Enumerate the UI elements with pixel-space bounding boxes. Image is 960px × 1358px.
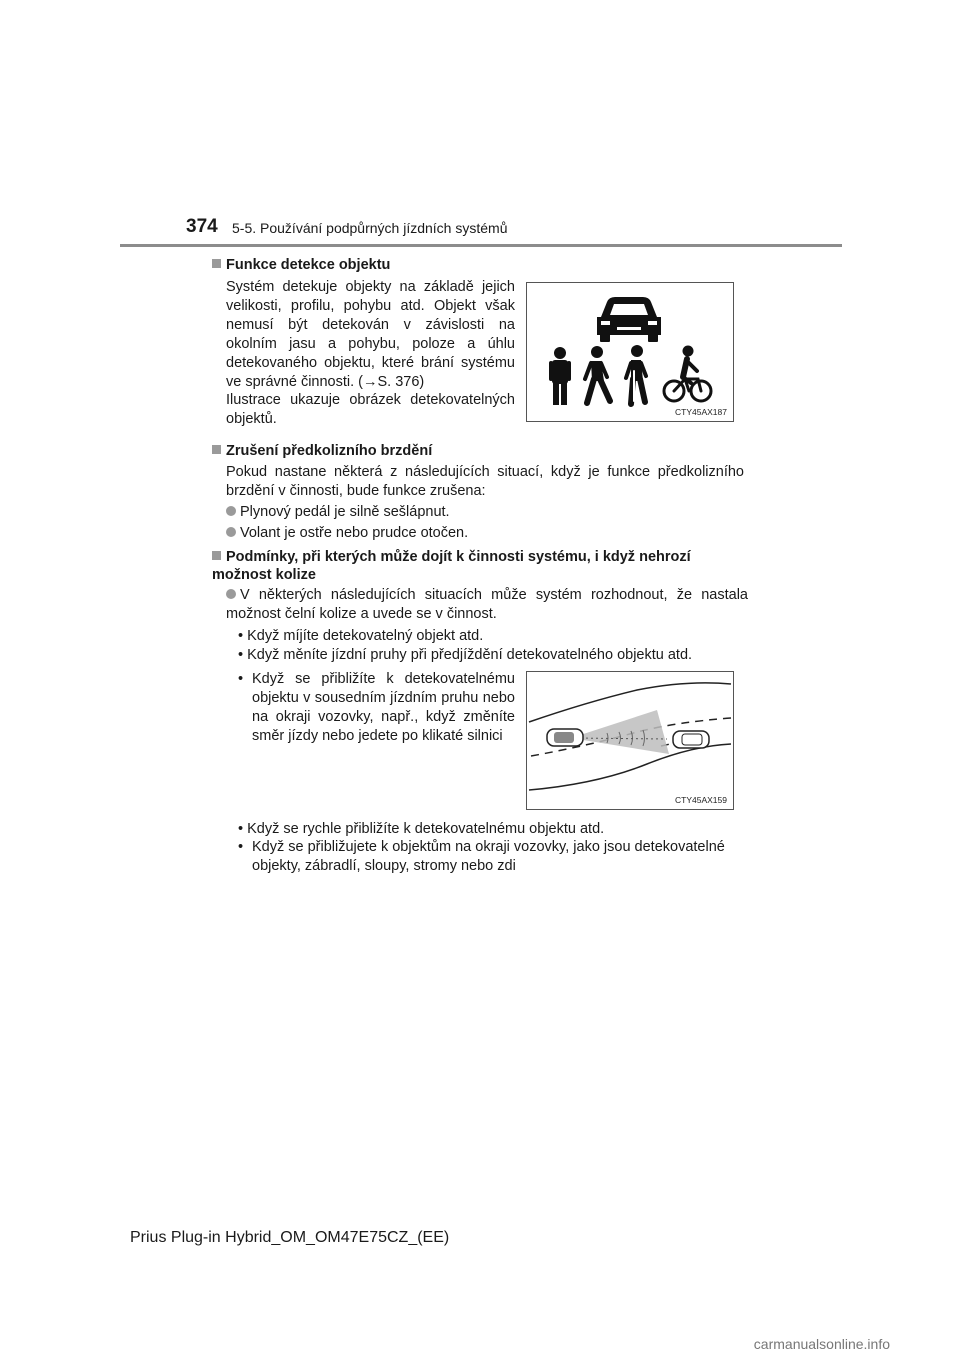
chapter-title: 5-5. Používání podpůrných jízdních systémů [232,220,508,236]
curved-road-illustration [527,672,733,809]
riding-cyclist-icon [664,346,711,402]
curve-road-figure [526,671,734,810]
own-car-icon [547,729,583,746]
header-rule [120,244,842,247]
pushing-cyclist-icon [626,345,646,404]
section-heading-cancel-braking: Zrušení předkolizního brzdění [212,442,432,460]
walking-pedestrian-icon [585,346,610,403]
section-heading-object-detection: Funkce detekce objektu [212,256,390,274]
figure-code: CTY45AX159 [675,795,727,805]
round-bullet-icon [226,506,236,516]
car-icon [597,297,661,342]
list-item: Volant je ostře nebo prudce otočen. [226,524,468,543]
sub-list-item: • Když se rychle přibližíte k detekovatelnému objektu atd. [238,821,605,837]
list-item: Plynový pedál je silně sešlápnut. [226,503,450,522]
sub-list-item: • Když se přibližujete k objektům na okraji vozovky, jako jsou detekovatelné objekty, zábradlí, sloupy, stromy nebo zdi [238,839,725,874]
sub-list-item: • Když míjíte detekovatelný objekt atd. [238,628,484,644]
list-item: V některých následujících situacích může systém rozhodnout, že nastala možnost čelní kolize a uvede se v činnost. [226,587,748,622]
radar-beam-shape [571,710,669,754]
round-bullet-icon [226,527,236,537]
standing-pedestrian-icon [549,347,571,405]
cancel-braking-text: Pokud nastane některá z následujících situací, když je funkce předkolizního brzdění v činnosti, bude funkce zrušena: [226,464,744,499]
illustration-note: Ilustrace ukazuje obrázek detekovatelných objektů. [226,392,515,427]
square-bullet-icon [212,445,221,454]
square-bullet-icon [212,259,221,268]
sub-list-item: • Když se přibližíte k detekovatelnému objektu v sousedním jízdním pruhu nebo na okraji vozovky, např., když změníte směr jízdy nebo jedete po klikaté silnici [238,671,515,744]
site-watermark: carmanualsonline.info [753,1336,890,1352]
object-detection-text: Systém detekuje objekty na základě jejich velikosti, profilu, pohybu atd. Objekt však nemusí být detekován v závislosti na okolním jasu a pohybu, poloze a úhlu detekovaného objektu, které brání systému ve správné činnosti. (→S. 376) [226,279,515,390]
round-bullet-icon [226,589,236,599]
oncoming-car-icon [673,731,709,748]
detectable-objects-figure [526,282,734,422]
section-heading-false-activation: Podmínky, při kterých může dojít k činnosti systému, i když nehrozí možnost kolize [212,549,691,583]
page-number: 374 [186,216,218,237]
detectable-objects-illustration [527,283,733,421]
sub-list-item: • Když měníte jízdní pruhy při předjíždění detekovatelného objektu atd. [238,647,693,663]
figure-code: CTY45AX187 [675,407,727,417]
square-bullet-icon [212,551,221,560]
manual-identifier: Prius Plug-in Hybrid_OM_OM47E75CZ_(EE) [130,1229,450,1246]
